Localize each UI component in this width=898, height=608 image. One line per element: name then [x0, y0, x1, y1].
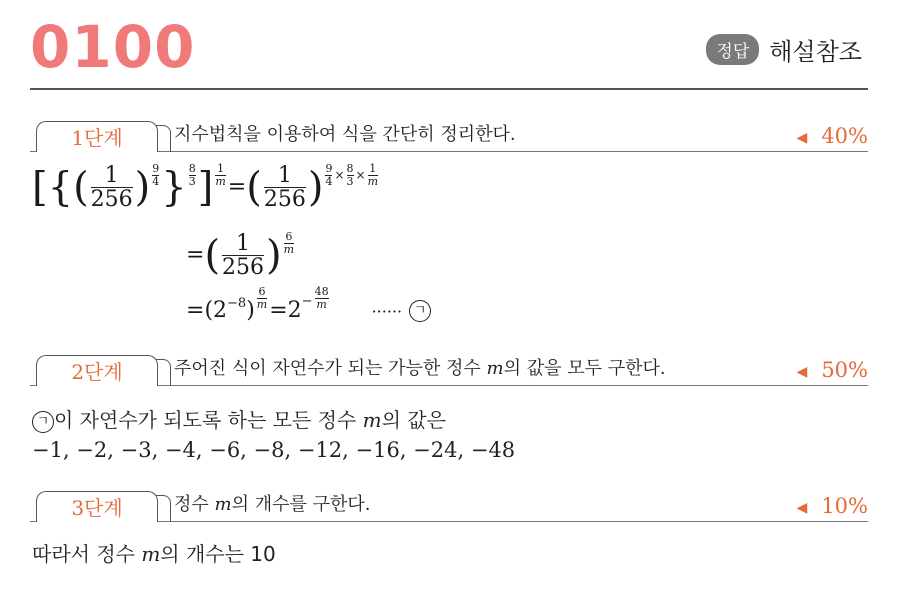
step-2-sentence: ㄱ 이 자연수가 되도록 하는 모든 정수 m의 값은 [32, 404, 446, 433]
step-3-desc: 정수 m의 개수를 구한다. [174, 494, 371, 515]
mark-circle-giyeok: ㄱ [409, 300, 431, 322]
answer-text: 해설참조 [769, 38, 862, 66]
problem-number: 0100 [30, 13, 196, 81]
step-2-values: −1, −2, −3, −4, −6, −8, −12, −16, −24, −48 [32, 438, 516, 462]
step-1-tab: 1단계 [36, 121, 158, 152]
step-3-sentence: 따라서 정수 m의 개수는 10 [32, 542, 276, 566]
step-3-header [30, 486, 868, 522]
step-1-header [30, 116, 868, 152]
step-2-percent: ◀ 50% [796, 358, 868, 382]
header-divider [30, 88, 868, 90]
mark-circle-giyeok-ref: ㄱ [32, 411, 54, 433]
math-line-3: $=(2^{-8})$ $^{\frac{6}{m}}$ =2− $^{\frac{48}{m}}$ ······ ㄱ [186, 298, 431, 326]
step-2-header [30, 350, 868, 386]
step-2-tab: 2단계 [36, 355, 158, 386]
step-3-tab: 3단계 [36, 491, 158, 522]
step-1-percent: ◀ 40% [796, 124, 868, 148]
step-1-desc: 지수법칙을 이용하여 식을 간단히 정리한다. [174, 124, 516, 145]
step-2-desc: 주어진 식이 자연수가 되는 가능한 정수 m의 값을 모두 구한다. [174, 358, 666, 379]
math-line-2: =( $\frac{1}{256}$ ) $^{\frac{6}{m}}$ [186, 230, 295, 281]
math-line-1: [{( $\frac{1}{256}$ ) $^{\frac{9}{4}}$ } $^{\frac{8}{3}}$ ] $^{\frac{1}{m}}$ =( $\frac{1}{256}$ ) $^{\frac{9}{4} \times \frac{8}{3} \times \frac{1}{m}}$ [32, 162, 378, 213]
step-3-percent: ◀ 10% [796, 494, 868, 518]
answer-header [706, 32, 862, 67]
answer-badge: 정답 [706, 34, 759, 65]
